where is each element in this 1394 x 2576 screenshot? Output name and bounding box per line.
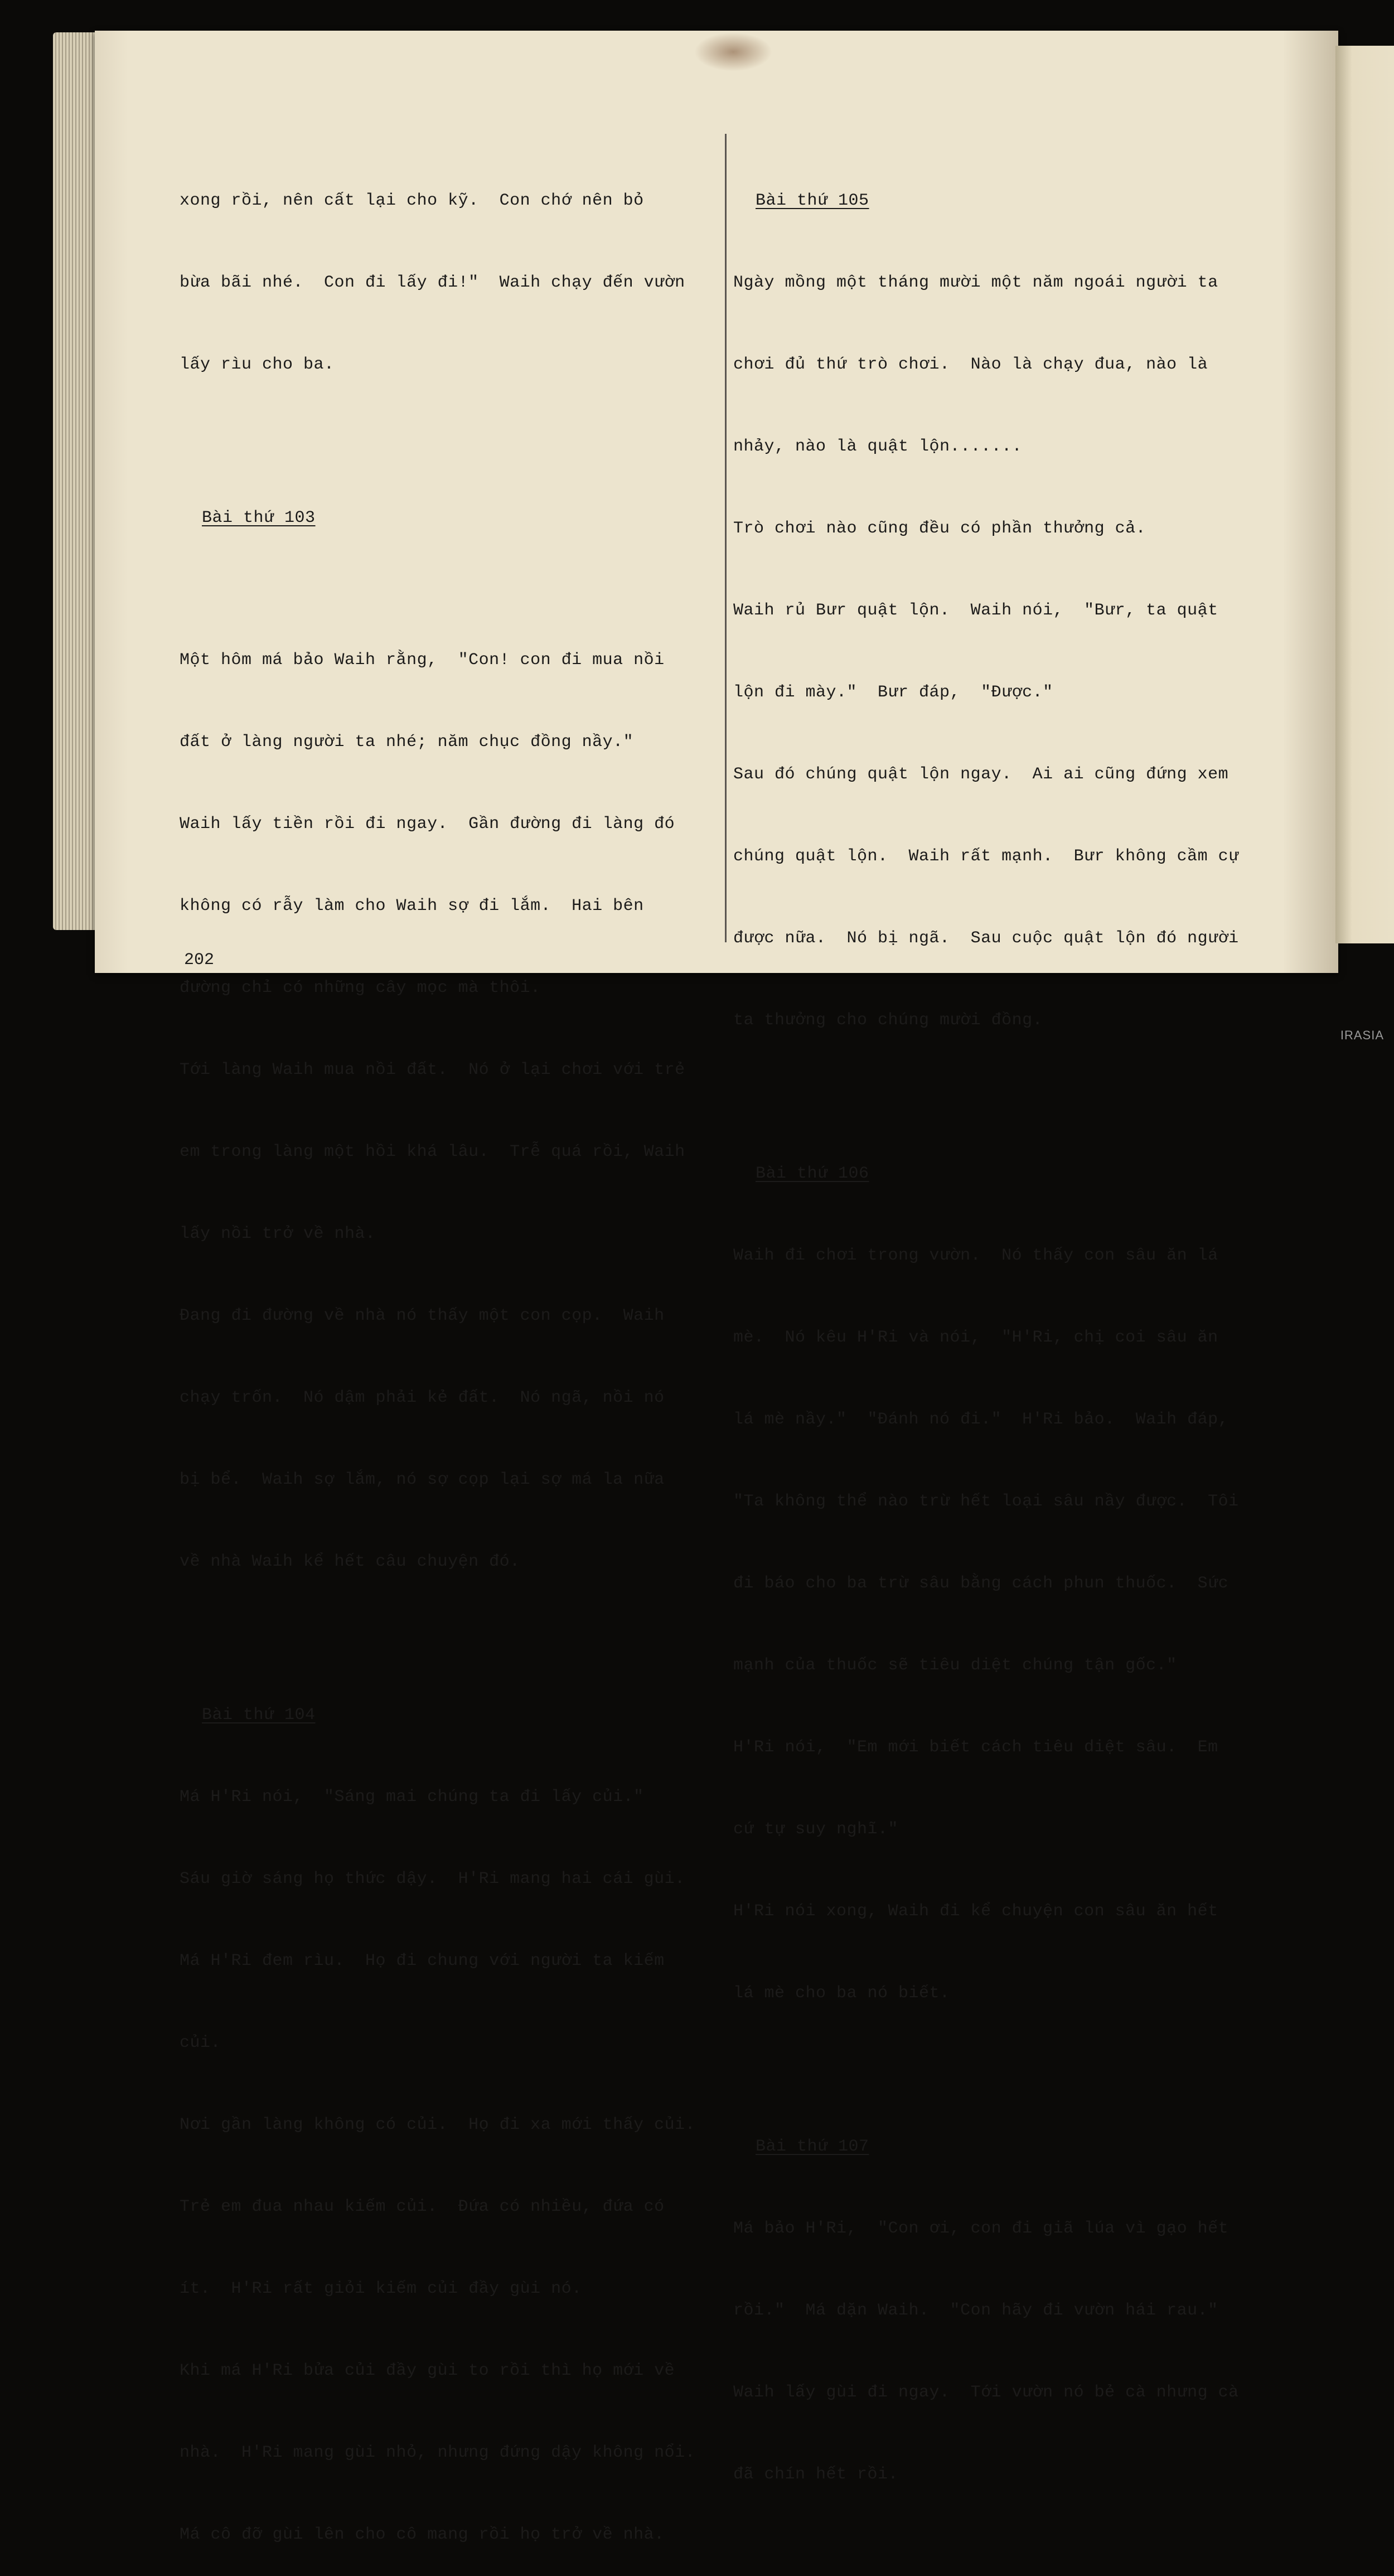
- text-line: cứ tự suy nghĩ.": [733, 1820, 899, 1839]
- text-line: đường chỉ có những cây mọc mà thôi.: [180, 979, 541, 998]
- text-line: mè. Nó kêu H'Ri và nói, "H'Ri, chị coi sâu ăn: [733, 1328, 1218, 1347]
- text-line: nhảy, nào là quật lộn.......: [733, 437, 1023, 456]
- text-line: lấy rìu cho ba.: [180, 355, 335, 374]
- text-line: Waih lấy tiền rồi đi ngay. Gần đường đi làng đó: [180, 815, 675, 834]
- text-line: rồi." Má dặn Waih. "Con hãy đi vườn hái rau.": [733, 2301, 1218, 2320]
- text-line: Sau đó chúng quật lộn ngay. Ai ai cũng đứng xem: [733, 765, 1229, 784]
- text-line: mạnh của thuốc sẽ tiêu diệt chúng tận gốc.": [733, 1656, 1177, 1675]
- text-line: Khi má H'Ri bửa củi đầy gùi to rồi thì họ mới về: [180, 2361, 675, 2380]
- text-line: H'Ri nói, "Em mới biết cách tiêu diệt sâu. Em: [733, 1738, 1218, 1757]
- text-line: Đang đi đường về nhà nó thấy một con cọp. Waih: [180, 1306, 665, 1325]
- text-line: Má cô đỡ gùi lên cho cô mang rồi họ trở về nhà.: [180, 2525, 665, 2544]
- page-number: 202: [184, 951, 215, 970]
- text-line: chúng quật lộn. Waih rất mạnh. Bưr không cầm cự: [733, 847, 1239, 866]
- lesson-heading-107: Bài thứ 107: [756, 2137, 869, 2156]
- text-line: Waih lấy gùi đi ngay. Tới vườn nó bẻ cà nhưng cà: [733, 2383, 1239, 2402]
- text-line: đi báo cho ba trừ sâu bằng cách phun thuốc. Sức: [733, 1574, 1229, 1593]
- text-line: Nơi gần làng không có củi. Họ đi xa mới thấy củi.: [180, 2115, 696, 2134]
- text-line: Waih rủ Bưr quật lộn. Waih nói, "Bưr, ta quật: [733, 601, 1218, 620]
- text-line: lá mè nầy." "Đánh nó đi." H'Ri bảo. Waih đáp,: [733, 1410, 1229, 1429]
- text-line: nhà. H'Ri mang gùi nhỏ, nhưng đứng dậy không nổi.: [180, 2443, 696, 2462]
- page-stain: [694, 32, 772, 71]
- text-line: Má H'Ri đem rìu. Họ đi chung với người ta kiếm: [180, 1952, 665, 1970]
- text-line: xong rồi, nên cất lại cho kỹ. Con chớ nên bỏ: [180, 191, 644, 210]
- text-line: Trò chơi nào cũng đều có phần thưởng cả.: [733, 519, 1146, 538]
- text-line: lộn đi mày." Bưr đáp, "Được.": [733, 683, 1053, 702]
- right-column: [733, 133, 1291, 2516]
- lesson-heading-104: Bài thứ 104: [202, 1706, 316, 1725]
- text-line: ít. H'Ri rất giỏi kiếm củi đầy gùi nó.: [180, 2279, 582, 2298]
- text-line: không có rẫy làm cho Waih sợ đi lắm. Hai bên: [180, 897, 644, 916]
- text-line: Trẻ em đua nhau kiếm củi. Đứa có nhiều, đứa có: [180, 2197, 665, 2216]
- left-column: [180, 133, 715, 2576]
- lesson-heading-103: Bài thứ 103: [202, 509, 316, 527]
- text-line: về nhà Waih kể hết câu chuyện đó.: [180, 1552, 520, 1571]
- text-line: Một hôm má bảo Waih rằng, "Con! con đi mua nồi: [180, 651, 665, 670]
- text-line: Ngày mồng một tháng mười một năm ngoái người ta: [733, 273, 1218, 292]
- text-line: lá mè cho ba nó biết.: [733, 1984, 950, 2003]
- text-line: Má bảo H'Ri, "Con ơi, con đi giã lúa vì gạo hết: [733, 2219, 1229, 2238]
- text-line: bừa bãi nhé. Con đi lấy đi!" Waih chạy đến vườn: [180, 273, 685, 292]
- text-line: em trong làng một hồi khá lâu. Trễ quá rồi, Waih: [180, 1142, 685, 1161]
- text-line: đất ở làng người ta nhé; năm chục đồng nầy.": [180, 733, 634, 752]
- text-line: được nữa. Nó bị ngã. Sau cuộc quật lộn đó người: [733, 929, 1239, 948]
- lesson-heading-106: Bài thứ 106: [756, 1164, 869, 1183]
- text-line: chạy trốn. Nó dậm phải kẻ đất. Nó ngã, nồi nó: [180, 1388, 665, 1407]
- text-line: H'Ri nói xong, Waih đi kể chuyện con sâu ăn hết: [733, 1902, 1218, 1921]
- text-line: củi.: [180, 2033, 221, 2052]
- column-divider: [725, 134, 727, 942]
- next-page-edge: [1335, 46, 1394, 943]
- text-line: lấy nồi trở về nhà.: [180, 1224, 376, 1243]
- text-line: Sáu giờ sáng họ thức dậy. H'Ri mang hai cái gùi.: [180, 1870, 685, 1889]
- text-line: Tới làng Waih mua nồi đất. Nó ở lại chơi với trẻ: [180, 1061, 685, 1079]
- text-line: chơi đủ thứ trò chơi. Nào là chạy đua, nào là: [733, 355, 1208, 374]
- watermark-text: IRASIA: [1340, 1028, 1384, 1042]
- text-line: đã chín hết rồi.: [733, 2465, 899, 2484]
- text-line: Má H'Ri nói, "Sáng mai chúng ta đi lấy củi.": [180, 1788, 644, 1807]
- text-line: ta thưởng cho chúng mười đồng.: [733, 1011, 1043, 1030]
- text-line: "Ta không thể nào trừ hết loại sâu nầy được. Tôi: [733, 1492, 1239, 1511]
- text-line: Waih đi chơi trong vườn. Nó thấy con sâu ăn lá: [733, 1246, 1218, 1265]
- text-line: bị bể. Waih sợ lắm, nó sợ cọp lại sợ má la nữa: [180, 1470, 665, 1489]
- lesson-heading-105: Bài thứ 105: [756, 191, 869, 210]
